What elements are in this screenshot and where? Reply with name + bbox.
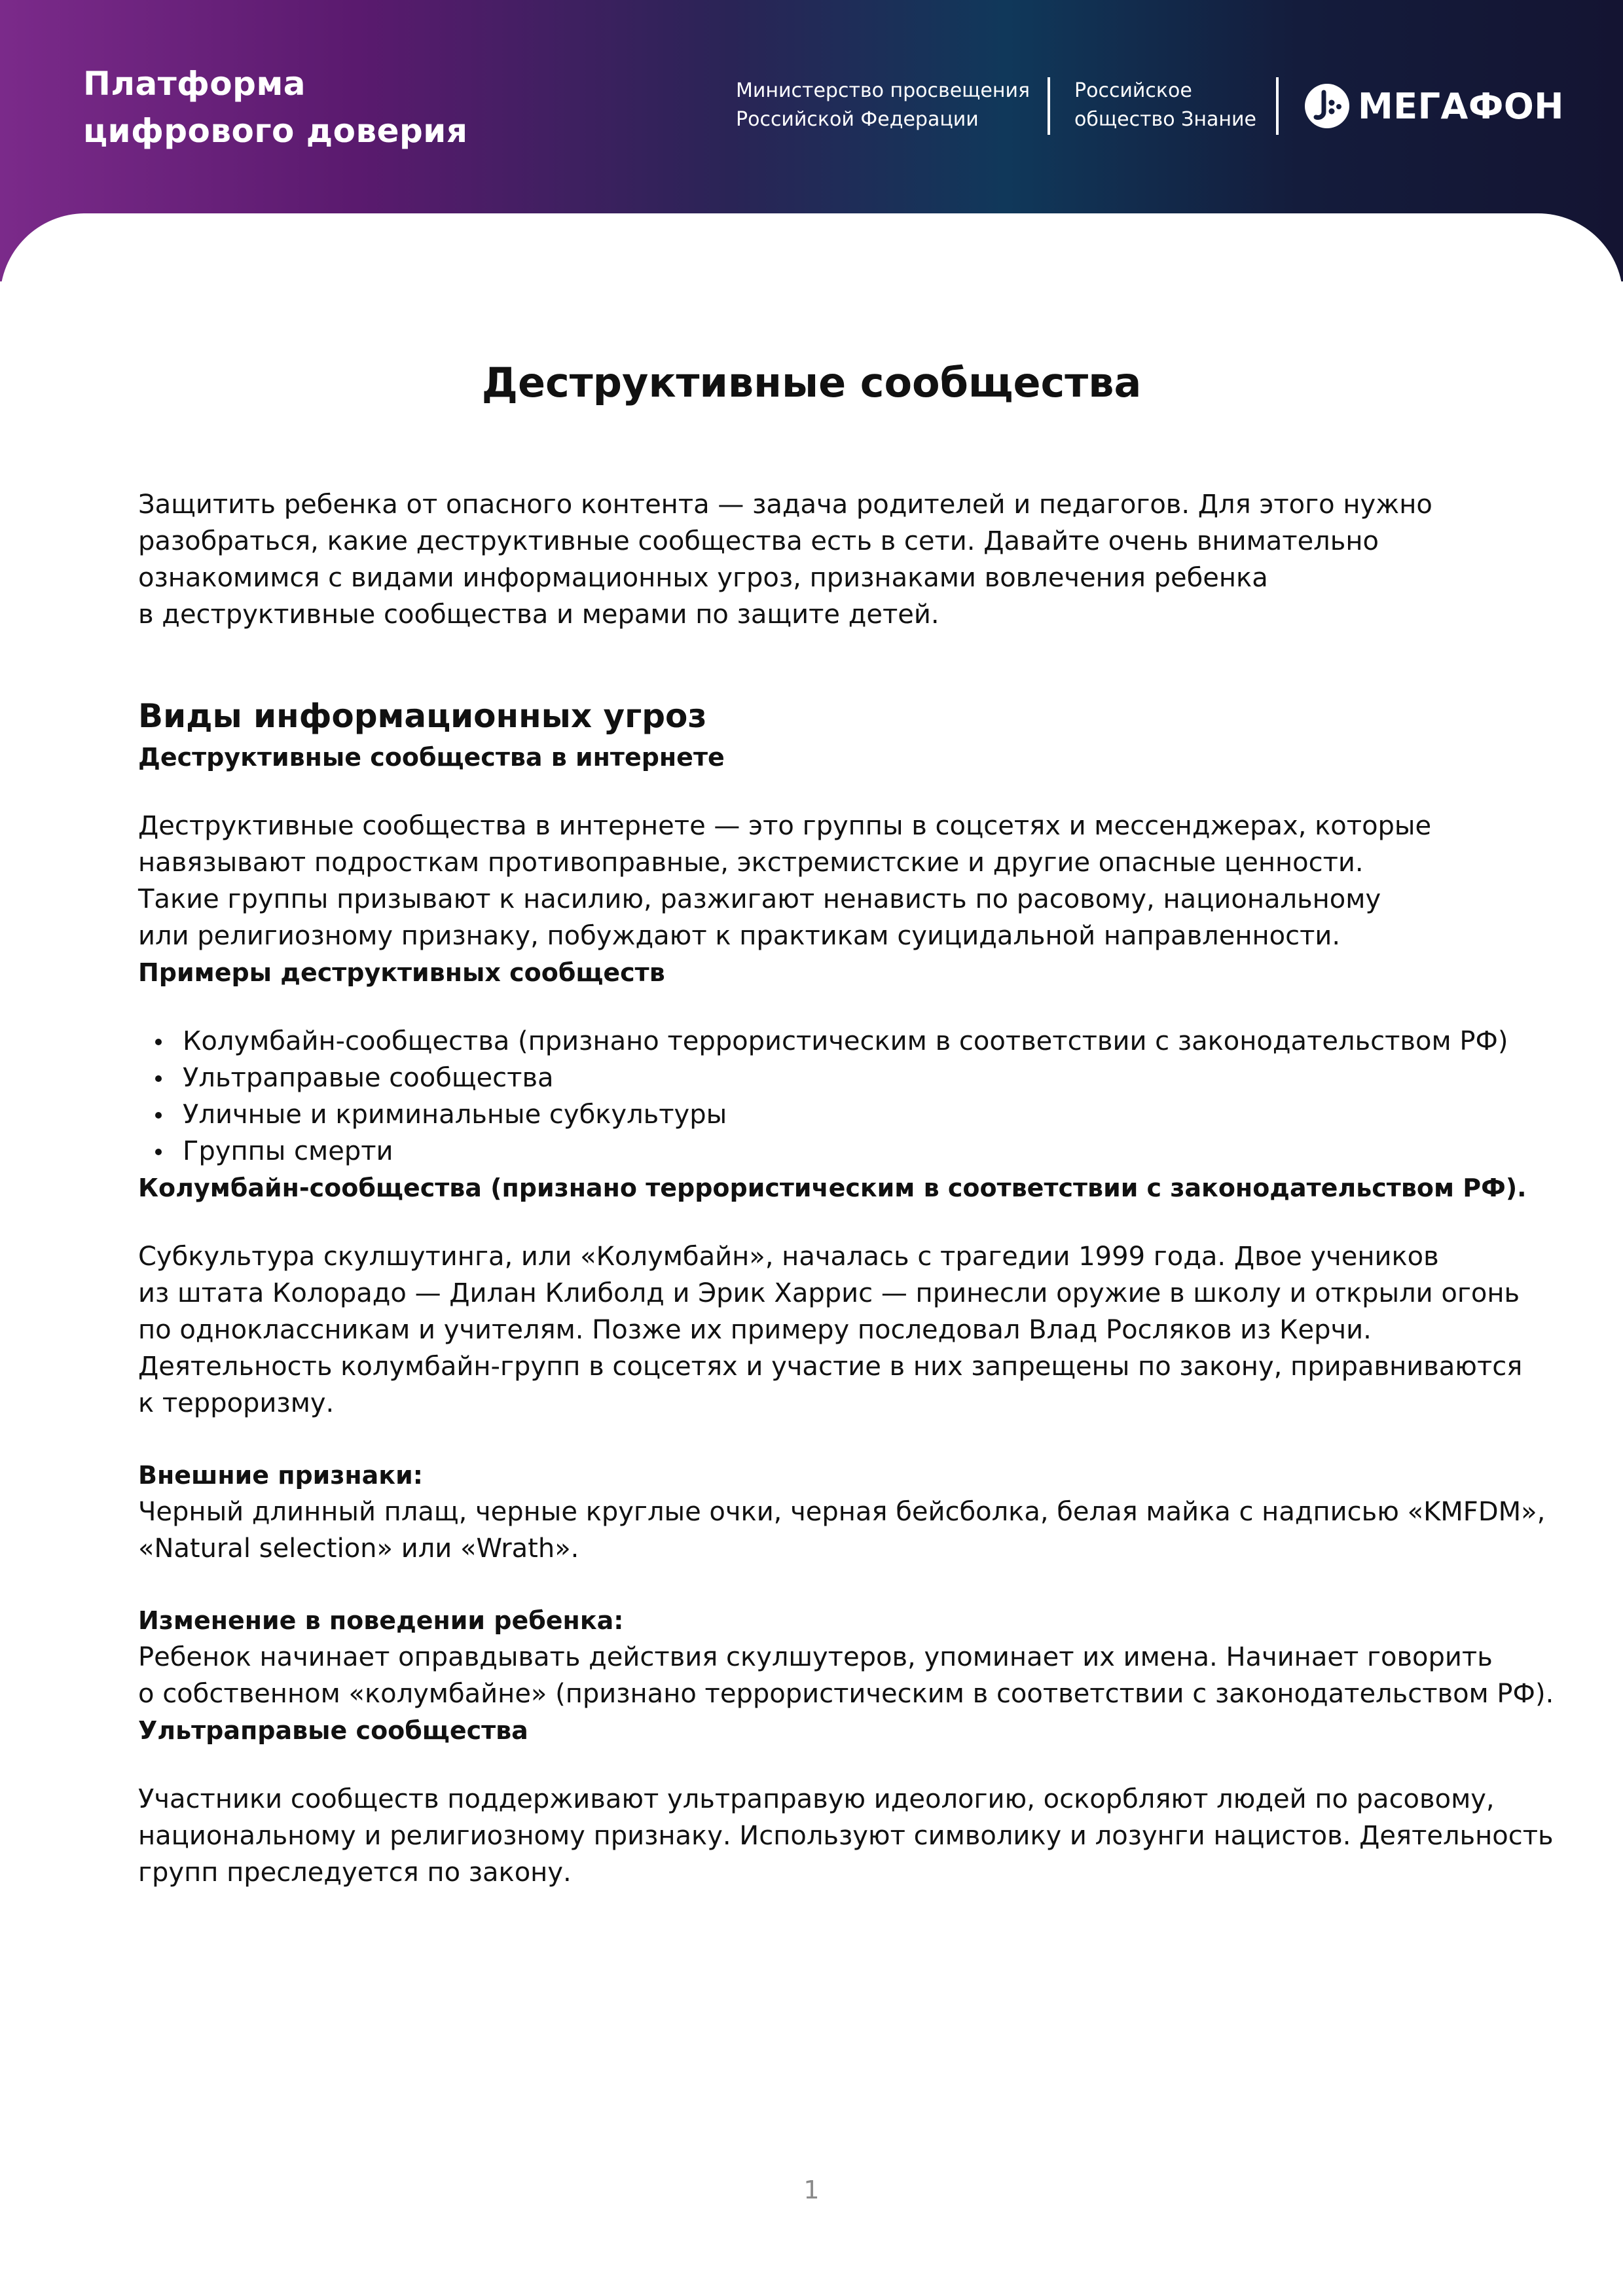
subheading-ultraright: Ультраправые сообщества [138,1716,528,1745]
paragraph-line: из штата Колорадо — Дилан Клиболд и Эрик Харрис — принесли оружие в школу и открыли огонь [138,1278,1520,1308]
megafon-logo-wordmark: МЕГАФОН [1358,85,1564,127]
paragraph-line: Участники сообществ поддерживают ультраправую идеологию, оскорбляют людей по расовому, [138,1784,1495,1814]
header-divider [1048,77,1050,135]
paragraph-line: о собственном «колумбайне» (признано террористическим в соответствии с законодательством РФ). [138,1679,1554,1709]
paragraph-line: Ребенок начинает оправдывать действия скулшутеров, упоминает их имена. Начинает говорить [138,1642,1493,1672]
document-body [138,357,1554,1891]
paragraph-line: Деструктивные сообщества в интернете — это группы в соцсетях и мессенджерах, которые [138,811,1432,841]
paragraph-line: национальному и религиозному признаку. Используют символику и лозунги нацистов. Деятельность [138,1821,1554,1851]
subheading-columbine: Колумбайн-сообщества (признано террористическим в соответствии с законодательством РФ). [138,1174,1527,1202]
section-threats-heading: Виды информационных угроз [138,697,707,735]
platform-title-line1: Платформа [83,65,306,103]
paragraph-line: навязывают подросткам противоправные, экстремистские и другие опасные ценности. [138,848,1364,878]
document-title: Деструктивные сообщества [481,359,1142,406]
intro-line: в деструктивные сообщества и мерами по защите детей. [138,600,939,630]
behavior-paragraph [138,1639,1554,1712]
paragraph-line: Субкультура скулшутинга, или «Колумбайн», началась с трагедии 1999 года. Двое учеников [138,1242,1439,1272]
page-number: 1 [803,2176,820,2204]
znanie-logo-text [1074,77,1256,134]
paragraph-line: Деятельность колумбайн-групп в соцсетях и участие в них запрещены по закону, приравниваются [138,1352,1523,1382]
list-item: Ультраправые сообщества [138,1060,1546,1096]
columbine-paragraph [138,1238,1546,1422]
examples-list [138,1023,1546,1170]
platform-title-line2: цифрового доверия [83,112,468,150]
paragraph-line: групп преследуется по закону. [138,1857,572,1888]
megafon-logo-icon [1304,83,1350,129]
intro-line: Защитить ребенка от опасного контента — задача родителей и педагогов. Для этого нужно [138,490,1432,520]
paragraph-line: Такие группы призывают к насилию, разжигают ненависть по расовому, национальному [138,884,1381,914]
paragraph-line: по одноклассникам и учителям. Позже их примеру последовал Влад Росляков из Керчи. [138,1315,1372,1345]
platform-title [83,60,467,154]
znanie-line2: общество Знание [1074,108,1256,131]
ministry-line2: Российской Федерации [736,108,979,131]
header-divider [1276,77,1279,135]
intro-line: ознакомимся с видами информационных угроз, признаками вовлечения ребенка [138,563,1268,593]
paragraph-line: Черный длинный плащ, черные круглые очки, черная бейсболка, белая майка с надписью «KMFDM», [138,1497,1546,1527]
ultraright-paragraph [138,1781,1554,1891]
paragraph-line: к терроризму. [138,1388,335,1418]
ministry-line1: Министерство просвещения [736,79,1030,102]
intro-line: разобраться, какие деструктивные сообщества есть в сети. Давайте очень внимательно [138,526,1379,556]
external-signs-paragraph [138,1494,1546,1567]
list-item: Группы смерти [138,1133,1546,1170]
external-signs-label: Внешние признаки: [138,1461,423,1490]
subheading-examples: Примеры деструктивных сообществ [138,958,665,987]
paragraph-line: «Natural selection» или «Wrath». [138,1534,579,1564]
internet-paragraph [138,808,1546,954]
paragraph-line: или религиозному признаку, побуждают к практикам суицидальной направленности. [138,921,1341,951]
intro-paragraph [138,486,1546,633]
behavior-label: Изменение в поведении ребенка: [138,1606,624,1635]
znanie-line1: Российское [1074,79,1192,102]
megafon-logo [1304,82,1564,130]
ministry-logo-text [736,77,1030,134]
subheading-internet: Деструктивные сообщества в интернете [138,743,725,772]
list-item: Уличные и криминальные субкультуры [138,1096,1546,1133]
list-item: Колумбайн-сообщества (признано террористическим в соответствии с законодательством РФ) [138,1023,1546,1060]
